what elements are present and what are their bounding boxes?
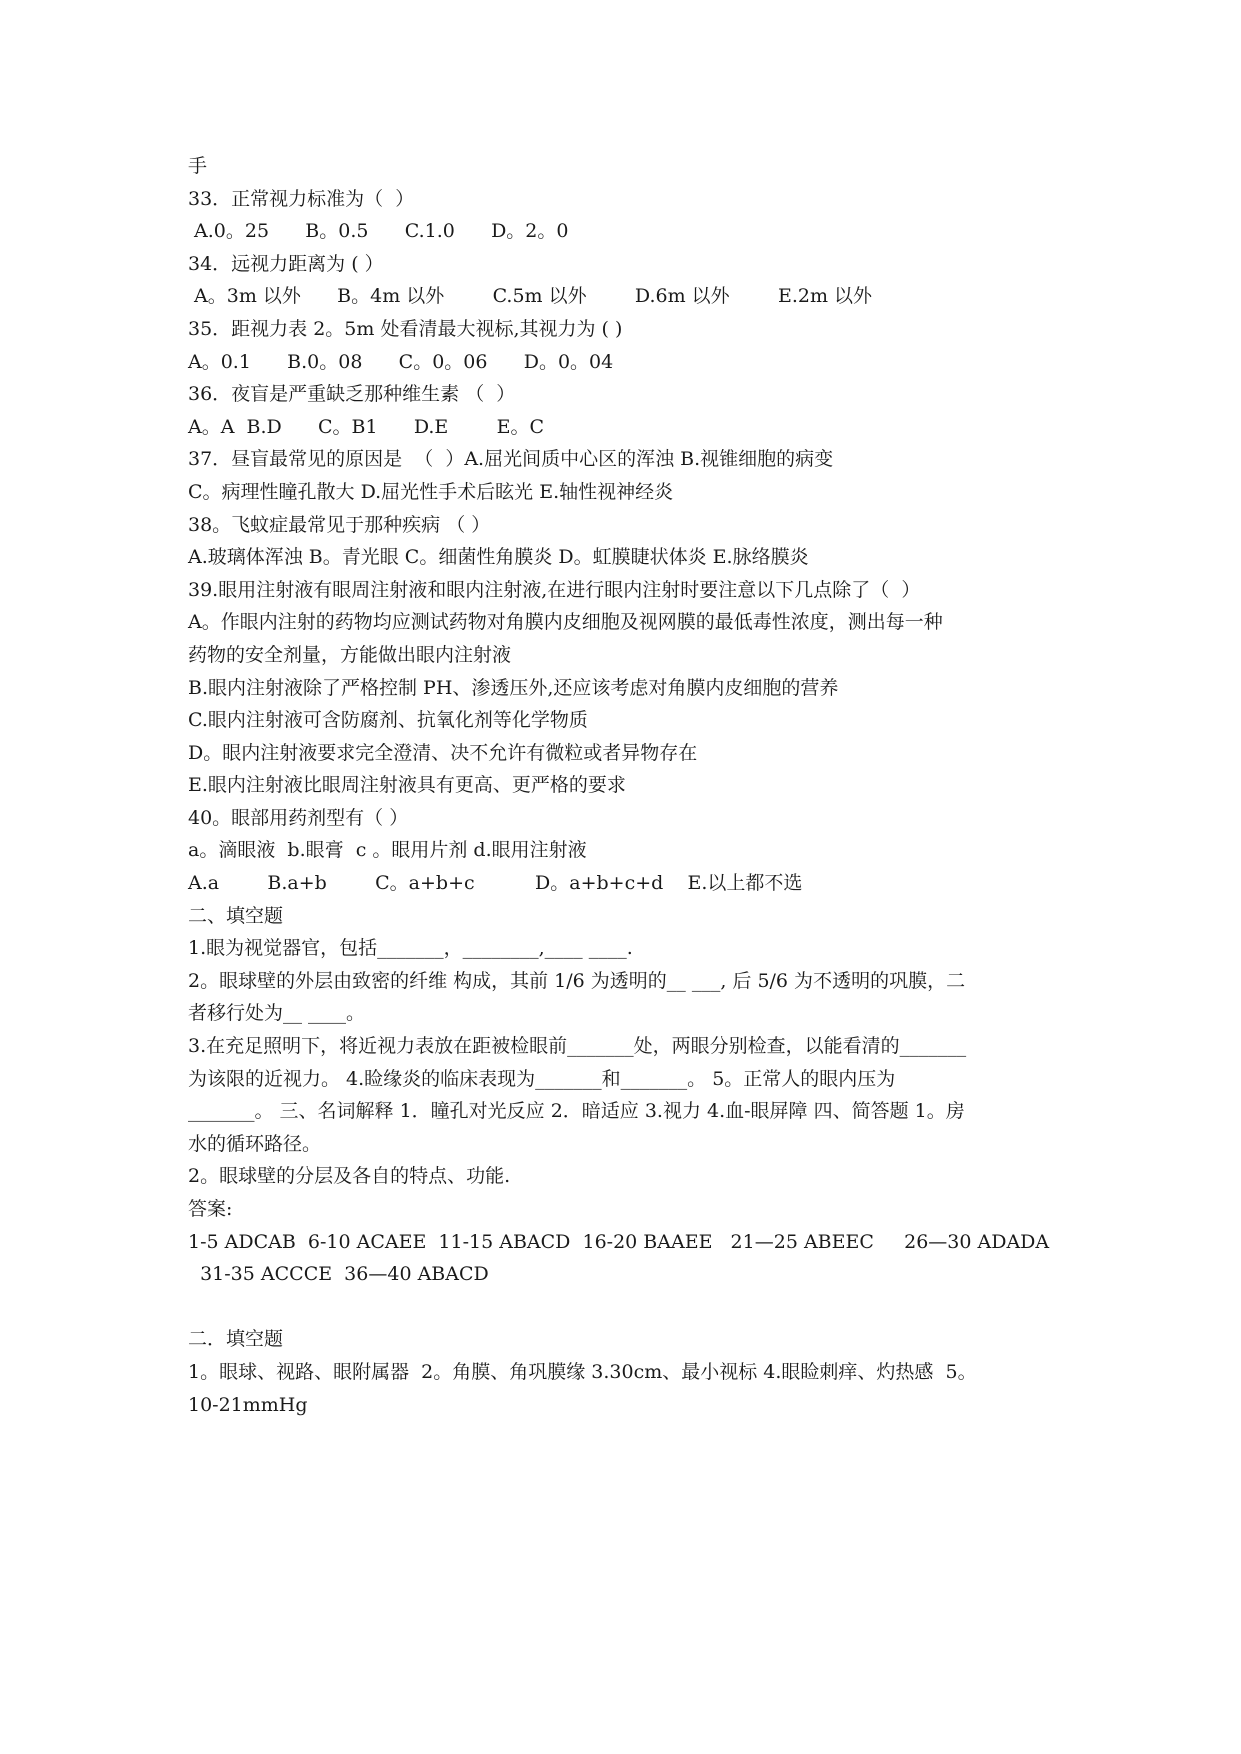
- question-40-options: A.a B.a+b C。a+b+c D。a+b+c+d E.以上都不选: [188, 872, 803, 895]
- text-line: 手: [188, 155, 208, 177]
- question-36-options: A。A B.D C。B1 D.E E。C: [188, 415, 545, 438]
- question-39-option-c: C.眼内注射液可含防腐剂、抗氧化剂等化学物质: [188, 709, 588, 732]
- fill-in-3-cont: 为该限的近视力。 4.睑缘炎的临床表现为_______和_______。 5。正常人的眼内压为: [188, 1067, 896, 1090]
- short-answer-2: 2。眼球壁的分层及各自的特点、功能.: [188, 1165, 511, 1188]
- answers-line-2: 31-35 ACCCE 36—40 ABACD: [188, 1263, 489, 1286]
- fill-in-1: 1.眼为视觉器官，包括_______，________,____ ____.: [188, 937, 633, 960]
- question-34-options: A。3m 以外 B。4m 以外 C.5m 以外 D.6m 以外 E.2m 以外: [188, 285, 873, 308]
- question-37-options: C。病理性瞳孔散大 D.屈光性手术后眩光 E.轴性视神经炎: [188, 480, 674, 503]
- question-35-options: A。0.1 B.0。08 C。0。06 D。0。04: [188, 350, 614, 373]
- short-answer-1-cont: 水的循环路径。: [188, 1132, 322, 1155]
- question-36: 36．夜盲是严重缺乏那种维生素 （ ）: [188, 383, 516, 406]
- answers-line-1: 1-5 ADCAB 6-10 ACAEE 11-15 ABACD 16-20 BAAEE 21—25 ABEEC 26—30 ADADA: [188, 1230, 1050, 1253]
- question-39-option-a: A。作眼内注射的药物均应测试药物对角膜内皮细胞及视网膜的最低毒性浓度，测出每一种: [188, 611, 943, 634]
- question-38: 38。飞蚊症最常见于那种疾病 （ ）: [188, 513, 491, 536]
- question-37: 37．昼盲最常见的原因是 （ ）A.屈光间质中心区的浑浊 B.视锥细胞的病变: [188, 448, 834, 471]
- answers-fill-in-line-2: 10-21mmHg: [188, 1393, 308, 1416]
- fill-in-2: 2。眼球壁的外层由致密的纤维 构成，其前 1/6 为透明的__ ___, 后 5/6 为不透明的巩膜，二: [188, 969, 966, 992]
- question-39-option-a-cont: 药物的安全剂量，方能做出眼内注射液: [188, 643, 512, 666]
- answers-heading: 答案:: [188, 1198, 233, 1220]
- question-33: 33．正常视力标准为（ ）: [188, 187, 415, 210]
- fill-in-5-and-terms: _______。 三、名词解释 1．瞳孔对光反应 2．暗适应 3.视力 4.血-眼屏障 四、简答题 1。房: [188, 1100, 965, 1123]
- question-35: 35．距视力表 2。5m 处看清最大视标,其视力为 ( ): [188, 317, 623, 340]
- question-39-option-b: B.眼内注射液除了严格控制 PH、渗透压外,还应该考虑对角膜内皮细胞的营养: [188, 676, 839, 699]
- answers-fill-in-line-1: 1。眼球、视路、眼附属器 2。角膜、角巩膜缘 3.30cm、最小视标 4.眼睑刺痒、灼热感 5。: [188, 1360, 977, 1383]
- fill-in-2-cont: 者移行处为__ ____。: [188, 1002, 366, 1025]
- question-39-option-d: D。眼内注射液要求完全澄清、决不允许有微粒或者异物存在: [188, 741, 698, 764]
- blank-line: [188, 1291, 1058, 1324]
- question-34: 34．远视力距离为 ( ）: [188, 252, 384, 275]
- fill-in-3: 3.在充足照明下，将近视力表放在距被检眼前_______处，两眼分别检查，以能看清的_______: [188, 1035, 967, 1058]
- document-body: [188, 150, 1058, 1421]
- question-40-items: a。滴眼液 b.眼膏 c 。眼用片剂 d.眼用注射液: [188, 839, 587, 862]
- question-39-option-e: E.眼内注射液比眼周注射液具有更高、更严格的要求: [188, 774, 626, 797]
- question-33-options: A.0。25 B。0.5 C.1.0 D。2。0: [188, 220, 569, 243]
- question-40: 40。眼部用药剂型有（ ）: [188, 806, 409, 829]
- section-heading-fill-in: 二、填空题: [188, 904, 284, 927]
- answers-fill-in-heading: 二．填空题: [188, 1328, 284, 1351]
- question-39: 39.眼用注射液有眼周注射液和眼内注射液,在进行眼内注射时要注意以下几点除了（ ）: [188, 578, 921, 601]
- question-38-options: A.玻璃体浑浊 B。青光眼 C。细菌性角膜炎 D。虹膜睫状体炎 E.脉络膜炎: [188, 546, 809, 569]
